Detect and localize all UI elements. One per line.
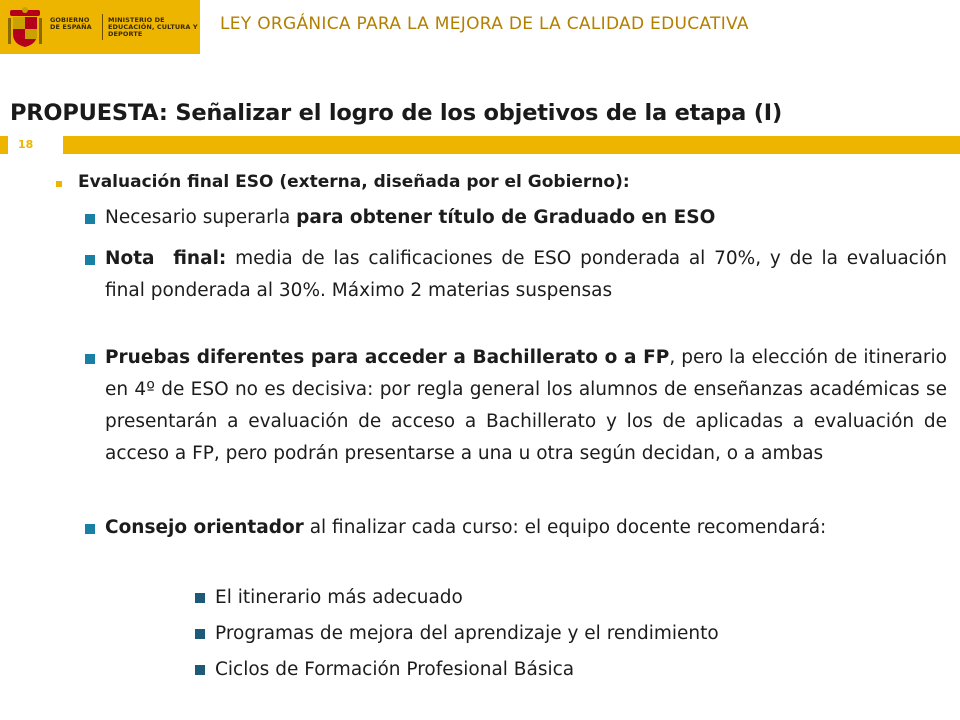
sub-list-item	[215, 582, 463, 614]
list-item	[105, 243, 947, 307]
item-bold-text: para obtener título de Graduado en ESO	[296, 207, 716, 228]
page-number: 18	[18, 138, 34, 151]
logo-gobierno-text: GOBIERNO DE ESPAÑA	[50, 16, 92, 31]
sub-item-text: El itinerario más adecuado	[215, 587, 463, 608]
sub-list-item	[215, 654, 574, 686]
square-bullet-icon	[195, 593, 205, 603]
sub-item-text: Programas de mejora del aprendizaje y el rendimiento	[215, 623, 719, 644]
sub-list-item	[215, 618, 719, 650]
main-point-text: Evaluación final ESO (externa, diseñada por el Gobierno):	[78, 172, 630, 192]
slide-title-text: Señalizar el logro de los objetivos de la etapa (I)	[167, 100, 783, 126]
logo-ministerio-text: MINISTERIO DE EDUCACIÓN, CULTURA Y DEPORTE	[108, 16, 198, 38]
item-text: , pero la elección de itinerario en 4º de ESO no es decisiva: por regla general los alumnos de enseñanzas académicas se presentarán a evaluación de acceso a Bachillerato y los de aplicadas a evaluación de acceso a FP, pero podrán presentarse a una u otra según decidan, o a ambas	[105, 347, 947, 464]
item-text: al finalizar cada curso: el equipo docente recomendará:	[303, 517, 827, 538]
list-item	[105, 512, 947, 544]
item-bold-text: Nota final:	[105, 248, 227, 269]
list-item	[105, 202, 947, 234]
item-text: Necesario superarla	[105, 207, 297, 228]
square-bullet-icon	[195, 665, 205, 675]
square-bullet-icon	[85, 524, 95, 534]
sub-item-text: Ciclos de Formación Profesional Básica	[215, 659, 575, 680]
square-bullet-icon	[85, 214, 95, 224]
list-item	[105, 342, 947, 470]
item-bold-text: Consejo orientador	[105, 517, 304, 538]
slide-title-label: PROPUESTA:	[10, 100, 168, 126]
square-bullet-icon	[85, 354, 95, 364]
header-title: LEY ORGÁNICA PARA LA MEJORA DE LA CALIDAD EDUCATIVA	[220, 14, 749, 34]
square-bullet-icon	[85, 255, 95, 265]
square-bullet-icon	[195, 629, 205, 639]
main-point-bullet	[56, 181, 62, 187]
item-bold-text: Pruebas diferentes para acceder a Bachillerato o a FP	[105, 347, 670, 368]
item-text: media de las calificaciones de ESO ponderada al 70%, y de la evaluación final ponderada al 30%. Máximo 2 materias suspensas	[105, 248, 948, 301]
main-point	[58, 172, 630, 192]
